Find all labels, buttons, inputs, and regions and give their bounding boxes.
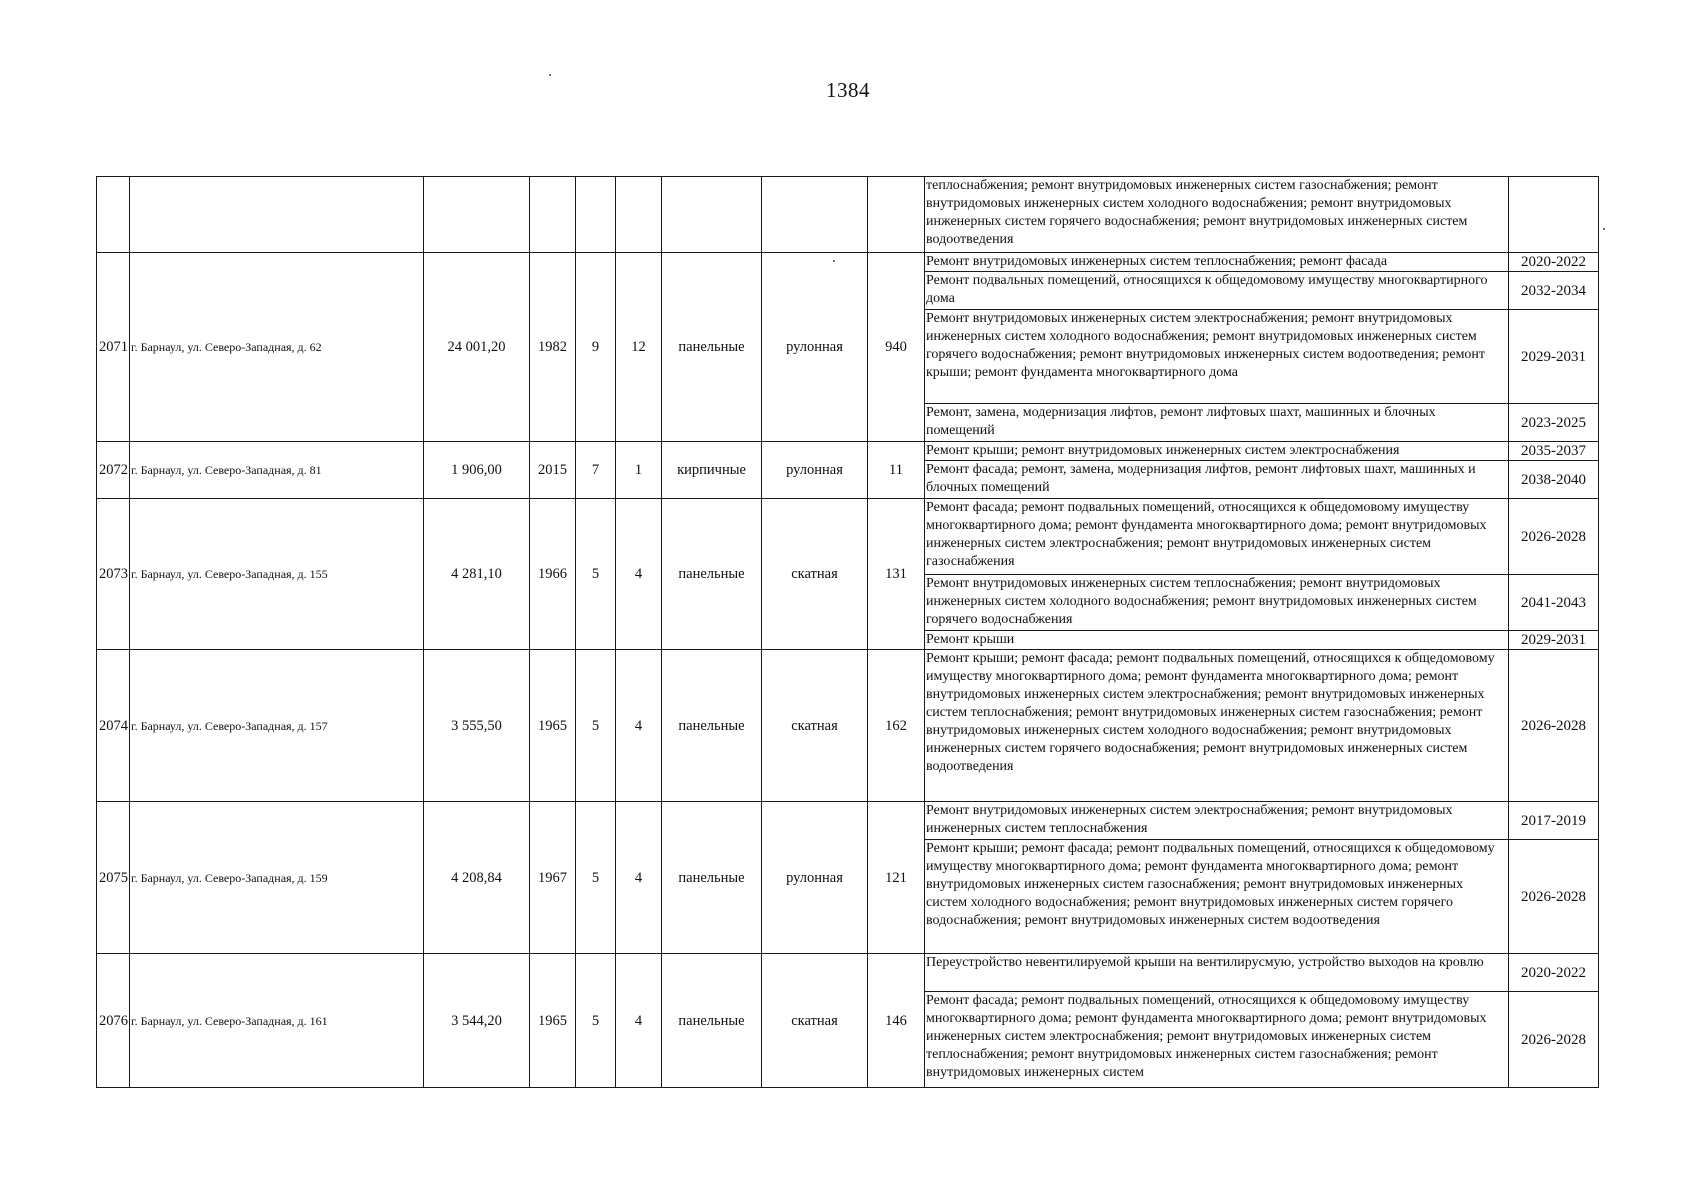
entrances-cell: 1 xyxy=(616,442,662,499)
housing-repair-table xyxy=(96,176,1599,1088)
build-year-cell xyxy=(530,177,576,253)
roof-type-cell: скатная xyxy=(762,499,868,650)
period-cell: 2017-2019 xyxy=(1509,802,1599,840)
address-cell: г. Барнаул, ул. Северо-Западная, д. 157 xyxy=(130,650,424,802)
residents-cell: 11 xyxy=(868,442,925,499)
repair-works-cell: Ремонт, замена, модернизация лифтов, ремонт лифтовых шахт, машинных и блочных помещений xyxy=(925,404,1509,442)
entrances-cell: 4 xyxy=(616,954,662,1088)
total-area-cell: 4 208,84 xyxy=(424,802,530,954)
table-row xyxy=(97,802,1599,840)
address-cell: г. Барнаул, ул. Северо-Западная, д. 159 xyxy=(130,802,424,954)
residents-cell: 940 xyxy=(868,253,925,442)
entrances-cell xyxy=(616,177,662,253)
row-number-cell: 2071 xyxy=(97,253,130,442)
repair-works-cell: Ремонт внутридомовых инженерных систем электроснабжения; ремонт внутридомовых инженерных систем холодного водоснабжения; ремонт внутридомовых инженерных систем горячего водоснабжения; ремонт внутридомовых инженерных систем водоотведения; ремонт крыши; ремонт фундамента многоквартирного дома xyxy=(925,310,1509,404)
repair-works-cell: Ремонт крыши xyxy=(925,631,1509,650)
period-cell: 2026-2028 xyxy=(1509,650,1599,802)
repair-works-cell: Ремонт внутридомовых инженерных систем теплоснабжения; ремонт внутридомовых инженерных систем холодного водоснабжения; ремонт внутридомовых инженерных систем горячего водоснабжения xyxy=(925,575,1509,631)
floors-cell: 7 xyxy=(576,442,616,499)
wall-material-cell xyxy=(662,177,762,253)
period-cell: 2029-2031 xyxy=(1509,310,1599,404)
total-area-cell xyxy=(424,177,530,253)
row-number-cell: 2076 xyxy=(97,954,130,1088)
entrances-cell: 4 xyxy=(616,499,662,650)
scan-speck xyxy=(549,74,551,76)
period-cell: 2032-2034 xyxy=(1509,272,1599,310)
period-cell: 2026-2028 xyxy=(1509,499,1599,575)
page-number: 1384 xyxy=(826,78,870,102)
total-area-cell: 1 906,00 xyxy=(424,442,530,499)
table-row xyxy=(97,650,1599,802)
residents-cell: 121 xyxy=(868,802,925,954)
floors-cell: 5 xyxy=(576,802,616,954)
repair-works-cell: Ремонт подвальных помещений, относящихся к общедомовому имуществу многоквартирного дома xyxy=(925,272,1509,310)
repair-works-cell: Переустройство невентилируемой крыши на вентилирусмую, устройство выходов на кровлю xyxy=(925,954,1509,992)
repair-works-cell: Ремонт фасада; ремонт подвальных помещений, относящихся к общедомовому имуществу многоквартирного дома; ремонт фундамента многоквартирного дома; ремонт внутридомовых инженерных систем электроснабжения; ремонт внутридомовых инженерных систем теплоснабжения; ремонт внутридомовых инженерных систем газоснабжения; ремонт внутридомовых инженерных систем xyxy=(925,992,1509,1088)
total-area-cell: 4 281,10 xyxy=(424,499,530,650)
table-row xyxy=(97,499,1599,575)
address-cell: г. Барнаул, ул. Северо-Западная, д. 62 xyxy=(130,253,424,442)
wall-material-cell: панельные xyxy=(662,954,762,1088)
period-cell: 2041-2043 xyxy=(1509,575,1599,631)
repair-works-cell: теплоснабжения; ремонт внутридомовых инженерных систем газоснабжения; ремонт внутридомовых инженерных систем холодного водоснабжения; ремонт внутридомовых инженерных систем горячего водоснабжения; ремонт внутридомовых инженерных систем водоотведения xyxy=(925,177,1509,253)
repair-works-cell: Ремонт фасада; ремонт, замена, модернизация лифтов, ремонт лифтовых шахт, машинных и блочных помещений xyxy=(925,461,1509,499)
floors-cell: 5 xyxy=(576,650,616,802)
repair-works-cell: Ремонт крыши; ремонт внутридомовых инженерных систем электроснабжения xyxy=(925,442,1509,461)
period-cell: 2035-2037 xyxy=(1509,442,1599,461)
repair-works-cell: Ремонт внутридомовых инженерных систем теплоснабжения; ремонт фасада xyxy=(925,253,1509,272)
entrances-cell: 12 xyxy=(616,253,662,442)
roof-type-cell: рулонная xyxy=(762,802,868,954)
address-cell: г. Барнаул, ул. Северо-Западная, д. 155 xyxy=(130,499,424,650)
repair-works-cell: Ремонт крыши; ремонт фасада; ремонт подвальных помещений, относящихся к общедомовому имуществу многоквартирного дома; ремонт фундамента многоквартирного дома; ремонт внутридомовых инженерных систем электроснабжения; ремонт внутридомовых инженерных систем теплоснабжения; ремонт внутридомовых инженерных систем газоснабжения; ремонт внутридомовых инженерных систем холодного водоснабжения; ремонт внутридомовых инженерных систем горячего водоснабжения; ремонт внутридомовых инженерных систем водоотведения xyxy=(925,650,1509,802)
period-cell: 2038-2040 xyxy=(1509,461,1599,499)
build-year-cell: 1982 xyxy=(530,253,576,442)
wall-material-cell: панельные xyxy=(662,499,762,650)
floors-cell: 5 xyxy=(576,499,616,650)
floors-cell xyxy=(576,177,616,253)
roof-type-cell: скатная xyxy=(762,650,868,802)
roof-type-cell xyxy=(762,177,868,253)
build-year-cell: 1965 xyxy=(530,954,576,1088)
row-number-cell: 2072 xyxy=(97,442,130,499)
repair-works-cell: Ремонт крыши; ремонт фасада; ремонт подвальных помещений, относящихся к общедомовому имуществу многоквартирного дома; ремонт фундамента многоквартирного дома; ремонт внутридомовых инженерных систем газоснабжения; ремонт внутридомовых инженерных систем холодного водоснабжения; ремонт внутридомовых инженерных систем горячего водоснабжения; ремонт внутридомовых инженерных систем водоотведения xyxy=(925,840,1509,954)
total-area-cell: 24 001,20 xyxy=(424,253,530,442)
entrances-cell: 4 xyxy=(616,802,662,954)
period-cell xyxy=(1509,177,1599,253)
wall-material-cell: панельные xyxy=(662,650,762,802)
build-year-cell: 1967 xyxy=(530,802,576,954)
address-cell: г. Барнаул, ул. Северо-Западная, д. 81 xyxy=(130,442,424,499)
row-number-cell xyxy=(97,177,130,253)
row-number-cell: 2074 xyxy=(97,650,130,802)
row-number-cell: 2075 xyxy=(97,802,130,954)
row-number-cell: 2073 xyxy=(97,499,130,650)
period-cell: 2020-2022 xyxy=(1509,253,1599,272)
residents-cell: 162 xyxy=(868,650,925,802)
entrances-cell: 4 xyxy=(616,650,662,802)
roof-type-cell: скатная xyxy=(762,954,868,1088)
roof-type-cell: рулонная xyxy=(762,253,868,442)
repair-works-cell: Ремонт внутридомовых инженерных систем электроснабжения; ремонт внутридомовых инженерных систем теплоснабжения xyxy=(925,802,1509,840)
roof-type-cell: рулонная xyxy=(762,442,868,499)
wall-material-cell: панельные xyxy=(662,802,762,954)
residents-cell: 146 xyxy=(868,954,925,1088)
residents-cell xyxy=(868,177,925,253)
period-cell: 2029-2031 xyxy=(1509,631,1599,650)
floors-cell: 9 xyxy=(576,253,616,442)
wall-material-cell: панельные xyxy=(662,253,762,442)
build-year-cell: 1966 xyxy=(530,499,576,650)
floors-cell: 5 xyxy=(576,954,616,1088)
table-row xyxy=(97,253,1599,272)
address-cell: г. Барнаул, ул. Северо-Западная, д. 161 xyxy=(130,954,424,1088)
build-year-cell: 1965 xyxy=(530,650,576,802)
build-year-cell: 2015 xyxy=(530,442,576,499)
period-cell: 2023-2025 xyxy=(1509,404,1599,442)
table-row xyxy=(97,954,1599,992)
residents-cell: 131 xyxy=(868,499,925,650)
table-row xyxy=(97,177,1599,253)
scan-speck xyxy=(833,260,835,262)
total-area-cell: 3 544,20 xyxy=(424,954,530,1088)
period-cell: 2026-2028 xyxy=(1509,992,1599,1088)
period-cell: 2020-2022 xyxy=(1509,954,1599,992)
total-area-cell: 3 555,50 xyxy=(424,650,530,802)
wall-material-cell: кирпичные xyxy=(662,442,762,499)
period-cell: 2026-2028 xyxy=(1509,840,1599,954)
address-cell xyxy=(130,177,424,253)
table-row xyxy=(97,442,1599,461)
scan-speck xyxy=(1603,228,1605,230)
repair-works-cell: Ремонт фасада; ремонт подвальных помещений, относящихся к общедомовому имуществу многоквартирного дома; ремонт фундамента многоквартирного дома; ремонт внутридомовых инженерных систем электроснабжения; ремонт внутридомовых инженерных систем газоснабжения xyxy=(925,499,1509,575)
